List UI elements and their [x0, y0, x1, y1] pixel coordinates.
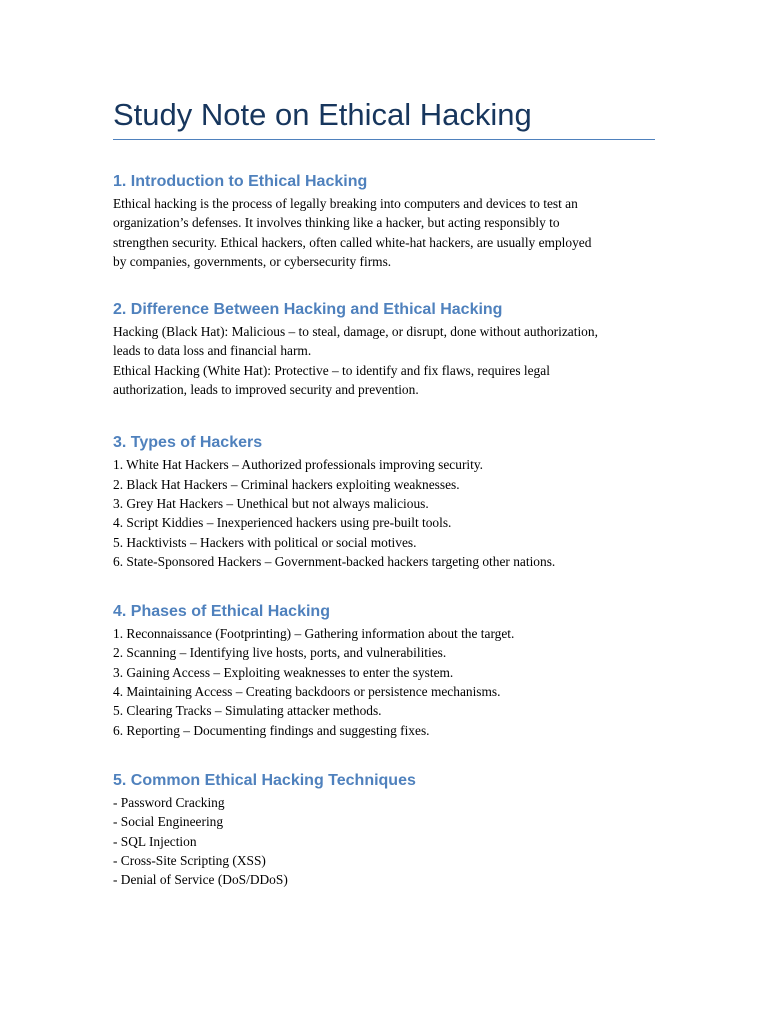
list-item: - SQL Injection: [113, 833, 197, 849]
list-item: 6. State-Sponsored Hackers – Government-backed hackers targeting other nations.: [113, 553, 556, 569]
paragraph-line: Ethical hacking is the process of legally breaking into computers and devices to test an: [113, 196, 578, 211]
list-item: 1. White Hat Hackers – Authorized professionals improving security.: [113, 457, 484, 473]
section-difference: [113, 300, 655, 399]
list-item: 2. Black Hat Hackers – Criminal hackers exploiting weaknesses.: [113, 476, 460, 492]
paragraph-line: authorization, leads to improved security and prevention.: [113, 382, 419, 398]
document-title: Study Note on Ethical Hacking: [113, 97, 532, 132]
document-page: [113, 96, 655, 889]
section-introduction: [113, 172, 655, 271]
list-item: 3. Gaining Access – Exploiting weaknesses to enter the system.: [113, 664, 454, 680]
section-phases: [113, 602, 655, 740]
section-techniques: [113, 771, 655, 889]
list-item: 5. Clearing Tracks – Simulating attacker methods.: [113, 703, 382, 719]
section-heading: 3. Types of Hackers: [113, 434, 263, 452]
paragraph-line: by companies, governments, or cybersecurity firms.: [113, 253, 392, 269]
list-item: 3. Grey Hat Hackers – Unethical but not always malicious.: [113, 495, 429, 511]
section-types-of-hackers: [113, 433, 655, 571]
paragraph-line: Ethical Hacking (White Hat): Protective – to identify and fix flaws, requires legal: [113, 362, 550, 378]
list-item: 4. Script Kiddies – Inexperienced hackers using pre-built tools.: [113, 515, 452, 531]
phases-list: [113, 624, 655, 740]
hacker-types-list: [113, 455, 655, 571]
section-heading: 2. Difference Between Hacking and Ethical Hacking: [113, 301, 503, 319]
list-item: 2. Scanning – Identifying live hosts, ports, and vulnerabilities.: [113, 645, 447, 661]
list-item: - Denial of Service (DoS/DDoS): [113, 872, 288, 888]
list-item: - Password Cracking: [113, 794, 225, 810]
paragraph-line: strengthen security. Ethical hackers, often called white-hat hackers, are usually employed: [113, 234, 592, 250]
section-heading: 1. Introduction to Ethical Hacking: [113, 173, 368, 190]
list-item: 6. Reporting – Documenting findings and suggesting fixes.: [113, 722, 430, 738]
paragraph-line: leads to data loss and financial harm.: [113, 343, 312, 359]
title-divider: [113, 139, 655, 140]
paragraph-line: Hacking (Black Hat): Malicious – to steal, damage, or disrupt, done without authorization,: [113, 324, 598, 340]
list-item: - Social Engineering: [113, 814, 224, 830]
list-item: - Cross-Site Scripting (XSS): [113, 852, 266, 868]
list-item: 4. Maintaining Access – Creating backdoors or persistence mechanisms.: [113, 684, 501, 700]
section-heading: 4. Phases of Ethical Hacking: [113, 603, 330, 621]
section-heading: 5. Common Ethical Hacking Techniques: [113, 771, 416, 789]
list-item: 1. Reconnaissance (Footprinting) – Gathering information about the target.: [113, 626, 515, 642]
list-item: 5. Hacktivists – Hackers with political or social motives.: [113, 534, 417, 550]
paragraph-line: organization’s defenses. It involves thinking like a hacker, but acting responsibly to: [113, 215, 560, 231]
techniques-list: [113, 793, 655, 889]
